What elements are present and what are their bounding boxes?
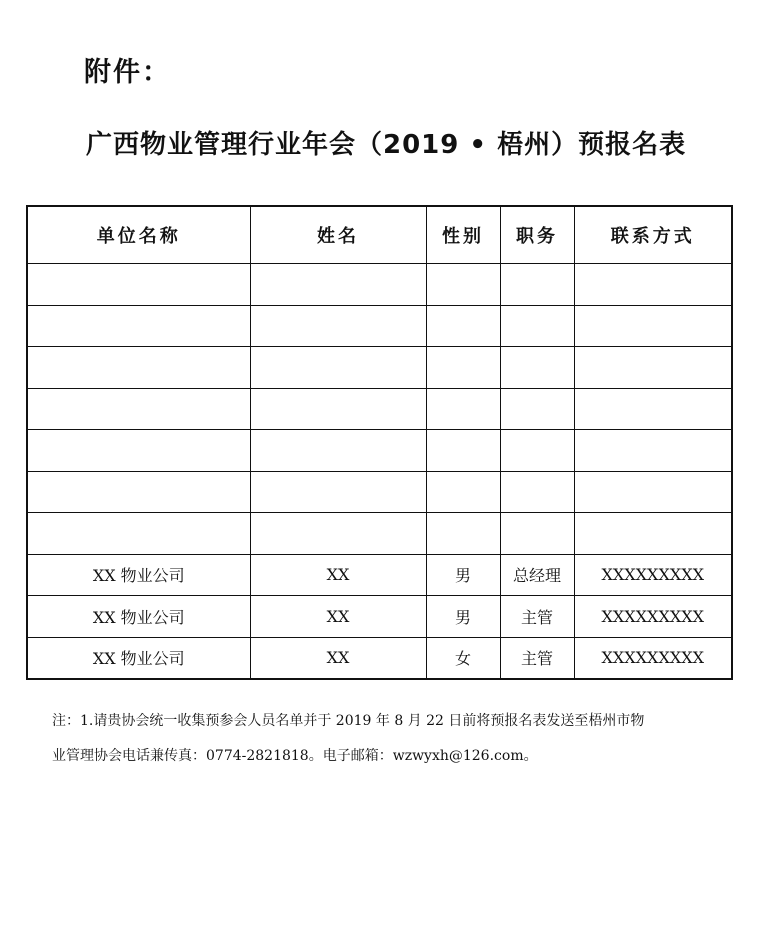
table-row: [27, 554, 732, 596]
attachment-label: 附件：: [84, 57, 171, 88]
cell-name: [250, 305, 426, 347]
cell-position: [500, 264, 574, 306]
cell-unit-name: [27, 388, 250, 430]
cell-contact: [574, 471, 732, 513]
cell-name: XX: [250, 596, 426, 638]
cell-contact: [574, 388, 732, 430]
cell-name: [250, 513, 426, 555]
cell-gender: 男: [426, 554, 500, 596]
cell-position: [500, 513, 574, 555]
cell-name: [250, 388, 426, 430]
cell-position: 总经理: [500, 554, 574, 596]
cell-unit-name: XX 物业公司: [27, 596, 250, 638]
page-title: 广西物业管理行业年会（2019 • 梧州）预报名表: [86, 130, 687, 160]
cell-unit-name: [27, 513, 250, 555]
cell-gender: [426, 430, 500, 472]
footnote: [52, 704, 717, 774]
cell-position: [500, 347, 574, 389]
registration-table: [26, 205, 733, 680]
cell-name: [250, 430, 426, 472]
cell-contact: XXXXXXXXX: [574, 554, 732, 596]
cell-position: [500, 305, 574, 347]
table-row: [27, 637, 732, 679]
table-row: [27, 471, 732, 513]
cell-contact: [574, 513, 732, 555]
cell-gender: [426, 388, 500, 430]
cell-gender: [426, 305, 500, 347]
cell-contact: XXXXXXXXX: [574, 596, 732, 638]
footnote-line-2: 业管理协会电话兼传真：0774-2821818。电子邮箱：wzwyxh@126.com。: [52, 748, 538, 764]
cell-position: [500, 388, 574, 430]
cell-contact: [574, 305, 732, 347]
table-row: [27, 347, 732, 389]
cell-unit-name: XX 物业公司: [27, 637, 250, 679]
cell-gender: [426, 347, 500, 389]
cell-contact: [574, 347, 732, 389]
table-row: [27, 596, 732, 638]
table-row: [27, 305, 732, 347]
cell-gender: 男: [426, 596, 500, 638]
cell-position: [500, 430, 574, 472]
header-contact: 联系方式: [574, 206, 732, 264]
cell-name: [250, 347, 426, 389]
cell-gender: [426, 513, 500, 555]
cell-unit-name: [27, 347, 250, 389]
cell-name: [250, 264, 426, 306]
cell-name: XX: [250, 637, 426, 679]
cell-unit-name: XX 物业公司: [27, 554, 250, 596]
header-unit-name: 单位名称: [27, 206, 250, 264]
cell-unit-name: [27, 264, 250, 306]
cell-position: [500, 471, 574, 513]
table-row: [27, 430, 732, 472]
cell-unit-name: [27, 430, 250, 472]
cell-gender: 女: [426, 637, 500, 679]
cell-contact: [574, 264, 732, 306]
cell-name: XX: [250, 554, 426, 596]
cell-contact: [574, 430, 732, 472]
cell-gender: [426, 471, 500, 513]
cell-gender: [426, 264, 500, 306]
table-row: [27, 513, 732, 555]
cell-unit-name: [27, 305, 250, 347]
footnote-line-1: 注：1.请贵协会统一收集预参会人员名单并于 2019 年 8 月 22 日前将预报名表发送至梧州市物: [52, 713, 645, 729]
header-position: 职务: [500, 206, 574, 264]
table-row: [27, 264, 732, 306]
header-gender: 性别: [426, 206, 500, 264]
cell-position: 主管: [500, 637, 574, 679]
header-name: 姓名: [250, 206, 426, 264]
cell-unit-name: [27, 471, 250, 513]
cell-position: 主管: [500, 596, 574, 638]
cell-contact: XXXXXXXXX: [574, 637, 732, 679]
table-header-row: [27, 206, 732, 264]
cell-name: [250, 471, 426, 513]
table-row: [27, 388, 732, 430]
